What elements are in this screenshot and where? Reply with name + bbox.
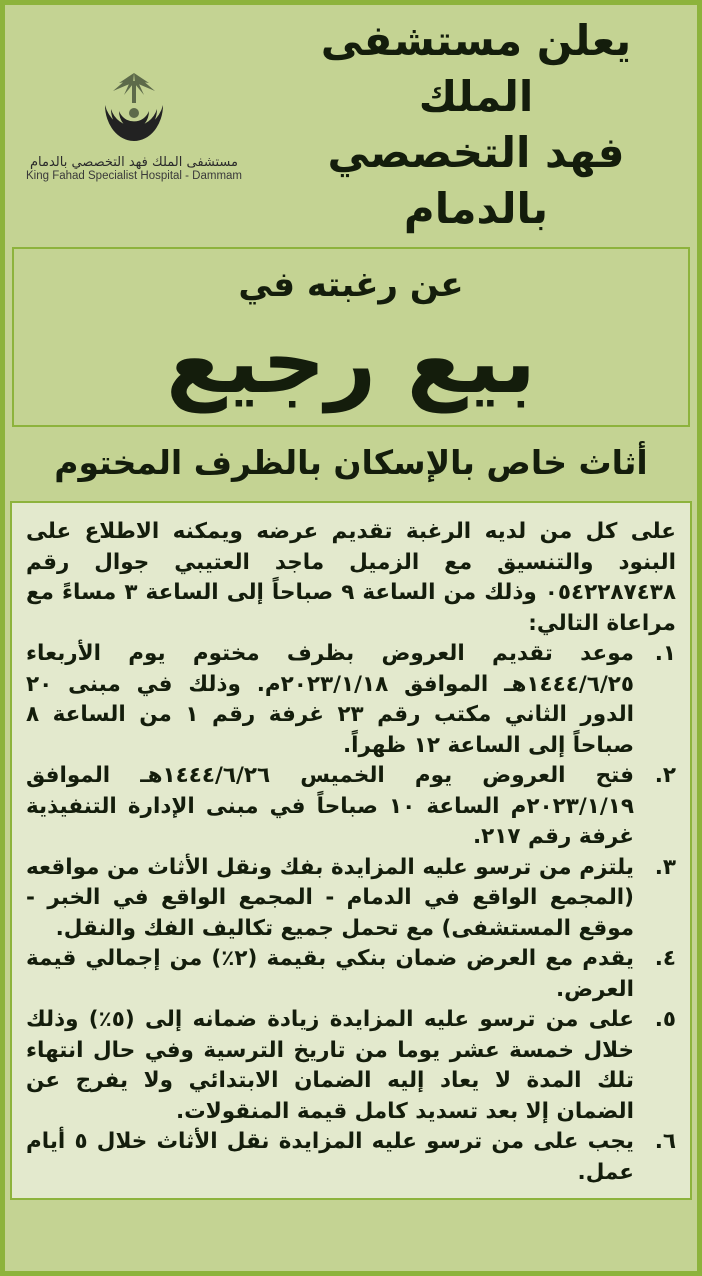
hospital-logo: [14, 69, 254, 182]
terms-intro: على كل من لديه الرغبة تقديم عرضه ويمكنه الاطلاع على البنود والتنسيق مع الزميل ماجد العتيبي جوال رقم ٠٥٤٢٢٨٧٤٣٨ وذلك من الساعة ٩ صباحاً إلى الساعة ٣ مساءً مع مراعاة التالي:: [26, 519, 676, 636]
item-text: يقدم مع العرض ضمان بنكي بقيمة (٢٪) من إجمالي قيمة العرض.: [26, 946, 635, 1002]
headline-line-2: فهد التخصصي بالدمام: [327, 128, 625, 233]
logo-arabic-text: مستشفى الملك فهد التخصصي بالدمام: [29, 154, 238, 170]
item-text: يلتزم من ترسو عليه المزايدة بفك ونقل الأثاث من مواقعه (المجمع الواقع في الدمام - المجمع الواقع في الخبر - موقع المستشفى) مع تحمل جميع تكاليف الفك والنقل.: [26, 854, 634, 941]
item-text: فتح العروض يوم الخميس ١٤٤٤/٦/٢٦هـ الموافق ٢٠٢٣/١/١٩م الساعة ١٠ صباحاً في مبنى الإدارة التنفيذية غرفة رقم ٢١٧.: [26, 763, 635, 849]
item-number: ٢.: [654, 763, 676, 788]
subtitle: أثاث خاص بالإسكان بالظرف المختوم: [54, 443, 648, 482]
sale-box: [12, 247, 690, 427]
header: [10, 5, 692, 241]
sale-title: بيع رجيع: [166, 310, 536, 413]
item-number: ١.: [654, 641, 676, 666]
list-item: [26, 639, 676, 761]
item-number: ٤.: [654, 946, 676, 971]
headline: [264, 13, 688, 237]
headline-line-1: يعلن مستشفى الملك: [320, 16, 632, 121]
item-text: موعد تقديم العروض بظرف مختوم يوم الأربعاء ١٤٤٤/٦/٢٥هـ الموافق ٢٠٢٣/١/١٨م. وذلك في مبنى ٢٠ الدور الثاني مكتب رقم ٢٣ غرفة رقم ١ من الساعة ٨ صباحاً إلى الساعة ١٢ ظهراً.: [26, 641, 635, 758]
item-number: ٣.: [654, 854, 676, 880]
sale-intro: عن رغبته في: [238, 265, 464, 305]
logo-english-text: King Fahad Specialist Hospital - Dammam: [25, 169, 243, 182]
item-number: ٥.: [654, 1007, 676, 1032]
palm-crescent-icon: [99, 69, 169, 151]
item-text: يجب على من ترسو عليه المزايدة نقل الأثاث خلال ٥ أيام عمل.: [26, 1129, 634, 1185]
list-item: [26, 944, 676, 1005]
terms-box: [10, 501, 692, 1200]
list-item: [26, 761, 676, 853]
item-number: ٦.: [654, 1129, 676, 1154]
list-item: [26, 853, 676, 945]
list-item: [26, 1127, 676, 1188]
item-text: على من ترسو عليه المزايدة زيادة ضمانه إلى (٥٪) وذلك خلال خمسة عشر يوما من تاريخ الترسية وفي حال انتهاء تلك المدة لا يعاد إليه الضمان الابتدائي ولا يفرج عن الضمان إلا بعد تسديد كامل قيمة المنقولات.: [26, 1007, 634, 1124]
list-item: [26, 1005, 676, 1127]
